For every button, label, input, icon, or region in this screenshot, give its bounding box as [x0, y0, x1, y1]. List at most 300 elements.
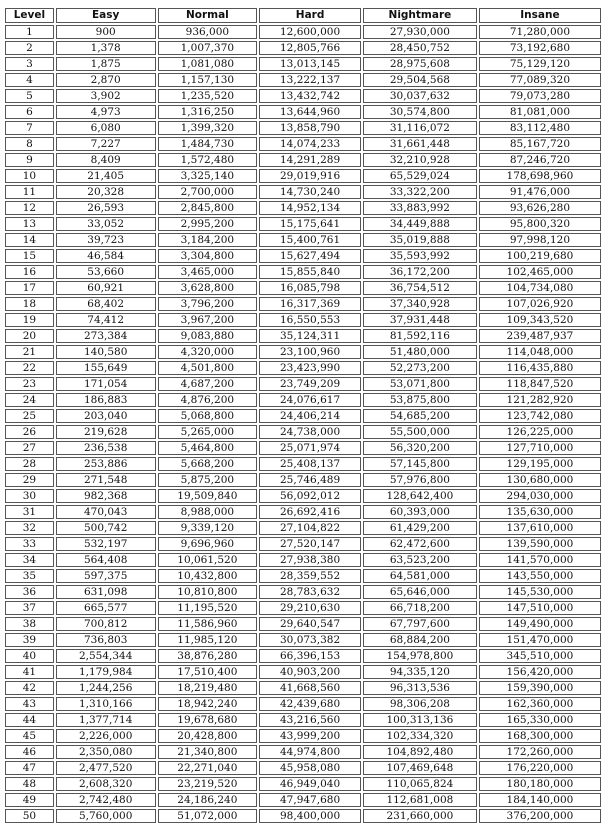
cell-easy: 564,408	[56, 553, 156, 567]
cell-hard: 45,958,080	[259, 761, 361, 775]
cell-level: 30	[5, 489, 54, 503]
cell-hard: 40,903,200	[259, 665, 361, 679]
cell-insane: 114,048,000	[479, 345, 601, 359]
cell-nightmare: 98,306,208	[363, 697, 477, 711]
cell-level: 3	[5, 57, 54, 71]
cell-easy: 1,875	[56, 57, 156, 71]
cell-nightmare: 64,581,000	[363, 569, 477, 583]
table-row	[5, 217, 601, 231]
cell-easy: 236,538	[56, 441, 156, 455]
cell-easy: 20,328	[56, 185, 156, 199]
cell-level: 18	[5, 297, 54, 311]
cell-hard: 44,974,800	[259, 745, 361, 759]
cell-easy: 5,760,000	[56, 809, 156, 823]
cell-insane: 168,300,000	[479, 729, 601, 743]
cell-normal: 3,304,800	[158, 249, 258, 263]
table-row	[5, 457, 601, 471]
table-row	[5, 521, 601, 535]
cell-easy: 2,554,344	[56, 649, 156, 663]
table-row	[5, 105, 601, 119]
table-row	[5, 73, 601, 87]
cell-insane: 83,112,480	[479, 121, 601, 135]
cell-easy: 1,378	[56, 41, 156, 55]
cell-easy: 26,593	[56, 201, 156, 215]
cell-nightmare: 100,313,136	[363, 713, 477, 727]
cell-level: 40	[5, 649, 54, 663]
cell-normal: 3,967,200	[158, 313, 258, 327]
cell-easy: 1,377,714	[56, 713, 156, 727]
cell-normal: 1,484,730	[158, 137, 258, 151]
cell-hard: 25,746,489	[259, 473, 361, 487]
cell-nightmare: 28,450,752	[363, 41, 477, 55]
cell-insane: 126,225,000	[479, 425, 601, 439]
header-normal: Normal	[158, 8, 258, 23]
cell-easy: 665,577	[56, 601, 156, 615]
cell-level: 47	[5, 761, 54, 775]
cell-easy: 700,812	[56, 617, 156, 631]
table-row	[5, 761, 601, 775]
cell-hard: 27,938,380	[259, 553, 361, 567]
cell-insane: 165,330,000	[479, 713, 601, 727]
cell-hard: 66,396,153	[259, 649, 361, 663]
cell-normal: 10,061,520	[158, 553, 258, 567]
cell-insane: 118,847,520	[479, 377, 601, 391]
cell-normal: 10,810,800	[158, 585, 258, 599]
cell-level: 19	[5, 313, 54, 327]
header-level: Level	[5, 8, 54, 23]
cell-hard: 29,210,630	[259, 601, 361, 615]
cell-nightmare: 65,646,000	[363, 585, 477, 599]
header-insane: Insane	[479, 8, 601, 23]
cell-nightmare: 54,685,200	[363, 409, 477, 423]
cell-easy: 6,080	[56, 121, 156, 135]
cell-hard: 14,952,134	[259, 201, 361, 215]
cell-hard: 27,104,822	[259, 521, 361, 535]
cell-normal: 23,219,520	[158, 777, 258, 791]
table-row	[5, 505, 601, 519]
cell-hard: 27,520,147	[259, 537, 361, 551]
cell-normal: 4,320,000	[158, 345, 258, 359]
cell-easy: 1,244,256	[56, 681, 156, 695]
cell-hard: 47,947,680	[259, 793, 361, 807]
table-row	[5, 169, 601, 183]
cell-normal: 936,000	[158, 25, 258, 39]
cell-nightmare: 231,660,000	[363, 809, 477, 823]
cell-easy: 74,412	[56, 313, 156, 327]
cell-hard: 14,291,289	[259, 153, 361, 167]
cell-nightmare: 104,892,480	[363, 745, 477, 759]
cell-hard: 12,600,000	[259, 25, 361, 39]
cell-normal: 1,572,480	[158, 153, 258, 167]
cell-nightmare: 61,429,200	[363, 521, 477, 535]
cell-normal: 1,157,130	[158, 73, 258, 87]
cell-normal: 5,265,000	[158, 425, 258, 439]
cell-level: 23	[5, 377, 54, 391]
table-body	[5, 25, 601, 823]
cell-normal: 5,668,200	[158, 457, 258, 471]
cell-insane: 345,510,000	[479, 649, 601, 663]
cell-normal: 38,876,280	[158, 649, 258, 663]
table-row	[5, 329, 601, 343]
table-row	[5, 665, 601, 679]
header-nightmare: Nightmare	[363, 8, 477, 23]
cell-insane: 184,140,000	[479, 793, 601, 807]
cell-hard: 29,640,547	[259, 617, 361, 631]
cell-level: 45	[5, 729, 54, 743]
cell-insane: 139,590,000	[479, 537, 601, 551]
cell-insane: 95,800,320	[479, 217, 601, 231]
cell-hard: 14,074,233	[259, 137, 361, 151]
table-row	[5, 441, 601, 455]
cell-hard: 26,692,416	[259, 505, 361, 519]
cell-easy: 171,054	[56, 377, 156, 391]
cell-hard: 15,627,494	[259, 249, 361, 263]
cell-nightmare: 68,884,200	[363, 633, 477, 647]
cell-easy: 1,310,166	[56, 697, 156, 711]
cell-insane: 93,626,280	[479, 201, 601, 215]
cell-nightmare: 36,754,512	[363, 281, 477, 295]
cell-level: 7	[5, 121, 54, 135]
table-row	[5, 377, 601, 391]
cell-level: 24	[5, 393, 54, 407]
table-row	[5, 489, 601, 503]
cell-insane: 121,282,920	[479, 393, 601, 407]
cell-level: 41	[5, 665, 54, 679]
cell-hard: 23,423,990	[259, 361, 361, 375]
cell-normal: 4,876,200	[158, 393, 258, 407]
cell-easy: 273,384	[56, 329, 156, 343]
cell-insane: 178,698,960	[479, 169, 601, 183]
cell-nightmare: 63,523,200	[363, 553, 477, 567]
cell-normal: 1,007,370	[158, 41, 258, 55]
table-row	[5, 281, 601, 295]
table-row	[5, 409, 601, 423]
cell-hard: 12,805,766	[259, 41, 361, 55]
cell-hard: 16,550,553	[259, 313, 361, 327]
cell-insane: 162,360,000	[479, 697, 601, 711]
cell-hard: 43,216,560	[259, 713, 361, 727]
cell-normal: 22,271,040	[158, 761, 258, 775]
cell-hard: 41,668,560	[259, 681, 361, 695]
cell-easy: 39,723	[56, 233, 156, 247]
cell-hard: 25,071,974	[259, 441, 361, 455]
cell-normal: 8,988,000	[158, 505, 258, 519]
table-row	[5, 537, 601, 551]
cell-insane: 109,343,520	[479, 313, 601, 327]
cell-insane: 239,487,937	[479, 329, 601, 343]
cell-level: 14	[5, 233, 54, 247]
cell-level: 15	[5, 249, 54, 263]
cell-nightmare: 110,065,824	[363, 777, 477, 791]
cell-hard: 56,092,012	[259, 489, 361, 503]
cell-nightmare: 55,500,000	[363, 425, 477, 439]
cell-easy: 500,742	[56, 521, 156, 535]
cell-easy: 2,226,000	[56, 729, 156, 743]
cell-easy: 2,742,480	[56, 793, 156, 807]
cell-hard: 16,085,798	[259, 281, 361, 295]
cell-level: 2	[5, 41, 54, 55]
cell-easy: 203,040	[56, 409, 156, 423]
table-container	[3, 6, 603, 825]
table-row	[5, 41, 601, 55]
experience-table	[3, 6, 603, 825]
header-hard: Hard	[259, 8, 361, 23]
cell-hard: 98,400,000	[259, 809, 361, 823]
cell-hard: 23,100,960	[259, 345, 361, 359]
cell-insane: 172,260,000	[479, 745, 601, 759]
cell-nightmare: 33,883,992	[363, 201, 477, 215]
cell-normal: 10,432,800	[158, 569, 258, 583]
cell-insane: 79,073,280	[479, 89, 601, 103]
cell-normal: 18,219,480	[158, 681, 258, 695]
cell-hard: 23,749,209	[259, 377, 361, 391]
cell-level: 8	[5, 137, 54, 151]
cell-easy: 900	[56, 25, 156, 39]
cell-level: 34	[5, 553, 54, 567]
cell-level: 42	[5, 681, 54, 695]
cell-nightmare: 51,480,000	[363, 345, 477, 359]
cell-hard: 35,124,311	[259, 329, 361, 343]
cell-insane: 107,026,920	[479, 297, 601, 311]
cell-insane: 104,734,080	[479, 281, 601, 295]
cell-level: 35	[5, 569, 54, 583]
cell-easy: 631,098	[56, 585, 156, 599]
cell-insane: 137,610,000	[479, 521, 601, 535]
table-row	[5, 633, 601, 647]
table-row	[5, 617, 601, 631]
cell-easy: 7,227	[56, 137, 156, 151]
cell-level: 46	[5, 745, 54, 759]
cell-easy: 3,902	[56, 89, 156, 103]
cell-hard: 43,999,200	[259, 729, 361, 743]
cell-hard: 28,783,632	[259, 585, 361, 599]
cell-normal: 3,184,200	[158, 233, 258, 247]
cell-insane: 73,192,680	[479, 41, 601, 55]
cell-normal: 2,995,200	[158, 217, 258, 231]
cell-insane: 127,710,000	[479, 441, 601, 455]
cell-nightmare: 57,976,800	[363, 473, 477, 487]
cell-normal: 3,465,000	[158, 265, 258, 279]
cell-insane: 75,129,120	[479, 57, 601, 71]
cell-nightmare: 28,975,608	[363, 57, 477, 71]
cell-normal: 1,235,520	[158, 89, 258, 103]
cell-level: 17	[5, 281, 54, 295]
cell-easy: 140,580	[56, 345, 156, 359]
cell-nightmare: 57,145,800	[363, 457, 477, 471]
cell-easy: 2,870	[56, 73, 156, 87]
cell-normal: 2,845,800	[158, 201, 258, 215]
cell-insane: 176,220,000	[479, 761, 601, 775]
cell-insane: 135,630,000	[479, 505, 601, 519]
cell-level: 36	[5, 585, 54, 599]
cell-easy: 597,375	[56, 569, 156, 583]
cell-level: 13	[5, 217, 54, 231]
cell-hard: 24,738,000	[259, 425, 361, 439]
cell-nightmare: 35,019,888	[363, 233, 477, 247]
cell-easy: 2,608,320	[56, 777, 156, 791]
cell-easy: 186,883	[56, 393, 156, 407]
cell-insane: 100,219,680	[479, 249, 601, 263]
cell-easy: 4,973	[56, 105, 156, 119]
table-row	[5, 585, 601, 599]
cell-normal: 18,942,240	[158, 697, 258, 711]
table-row	[5, 361, 601, 375]
cell-nightmare: 30,037,632	[363, 89, 477, 103]
cell-nightmare: 52,273,200	[363, 361, 477, 375]
cell-insane: 85,167,720	[479, 137, 601, 151]
cell-easy: 68,402	[56, 297, 156, 311]
cell-normal: 9,696,960	[158, 537, 258, 551]
cell-easy: 470,043	[56, 505, 156, 519]
cell-hard: 30,073,382	[259, 633, 361, 647]
cell-insane: 87,246,720	[479, 153, 601, 167]
cell-normal: 11,985,120	[158, 633, 258, 647]
cell-level: 26	[5, 425, 54, 439]
cell-nightmare: 112,681,008	[363, 793, 477, 807]
cell-nightmare: 30,574,800	[363, 105, 477, 119]
cell-easy: 736,803	[56, 633, 156, 647]
cell-level: 37	[5, 601, 54, 615]
cell-insane: 130,680,000	[479, 473, 601, 487]
table-row	[5, 649, 601, 663]
cell-insane: 129,195,000	[479, 457, 601, 471]
cell-hard: 16,317,369	[259, 297, 361, 311]
table-row	[5, 713, 601, 727]
cell-insane: 97,998,120	[479, 233, 601, 247]
cell-insane: 141,570,000	[479, 553, 601, 567]
table-row	[5, 729, 601, 743]
table-row	[5, 697, 601, 711]
cell-level: 39	[5, 633, 54, 647]
cell-nightmare: 60,393,000	[363, 505, 477, 519]
cell-level: 21	[5, 345, 54, 359]
cell-insane: 102,465,000	[479, 265, 601, 279]
cell-hard: 15,400,761	[259, 233, 361, 247]
cell-nightmare: 29,504,568	[363, 73, 477, 87]
cell-nightmare: 37,340,928	[363, 297, 477, 311]
cell-easy: 253,886	[56, 457, 156, 471]
cell-normal: 21,340,800	[158, 745, 258, 759]
cell-nightmare: 81,592,116	[363, 329, 477, 343]
table-row	[5, 89, 601, 103]
cell-insane: 116,435,880	[479, 361, 601, 375]
cell-hard: 13,013,145	[259, 57, 361, 71]
cell-nightmare: 102,334,320	[363, 729, 477, 743]
table-row	[5, 809, 601, 823]
cell-hard: 15,175,641	[259, 217, 361, 231]
header-easy: Easy	[56, 8, 156, 23]
table-row	[5, 201, 601, 215]
cell-insane: 145,530,000	[479, 585, 601, 599]
cell-level: 16	[5, 265, 54, 279]
cell-hard: 29,019,916	[259, 169, 361, 183]
cell-nightmare: 128,642,400	[363, 489, 477, 503]
cell-level: 48	[5, 777, 54, 791]
table-row	[5, 25, 601, 39]
cell-normal: 5,464,800	[158, 441, 258, 455]
cell-hard: 13,858,790	[259, 121, 361, 135]
cell-level: 10	[5, 169, 54, 183]
cell-hard: 24,076,617	[259, 393, 361, 407]
table-row	[5, 121, 601, 135]
cell-hard: 13,432,742	[259, 89, 361, 103]
cell-insane: 159,390,000	[479, 681, 601, 695]
cell-nightmare: 65,529,024	[363, 169, 477, 183]
cell-insane: 77,089,320	[479, 73, 601, 87]
cell-level: 6	[5, 105, 54, 119]
cell-level: 4	[5, 73, 54, 87]
table-row	[5, 313, 601, 327]
cell-insane: 91,476,000	[479, 185, 601, 199]
cell-easy: 46,584	[56, 249, 156, 263]
cell-easy: 2,477,520	[56, 761, 156, 775]
cell-insane: 143,550,000	[479, 569, 601, 583]
table-row	[5, 57, 601, 71]
cell-normal: 51,072,000	[158, 809, 258, 823]
table-row	[5, 777, 601, 791]
cell-easy: 155,649	[56, 361, 156, 375]
table-row	[5, 793, 601, 807]
cell-level: 31	[5, 505, 54, 519]
cell-normal: 3,796,200	[158, 297, 258, 311]
table-row	[5, 233, 601, 247]
cell-insane: 149,490,000	[479, 617, 601, 631]
cell-hard: 14,730,240	[259, 185, 361, 199]
cell-normal: 2,700,000	[158, 185, 258, 199]
cell-normal: 17,510,400	[158, 665, 258, 679]
cell-nightmare: 37,931,448	[363, 313, 477, 327]
cell-normal: 9,083,880	[158, 329, 258, 343]
cell-level: 1	[5, 25, 54, 39]
cell-nightmare: 66,718,200	[363, 601, 477, 615]
cell-nightmare: 35,593,992	[363, 249, 477, 263]
cell-hard: 13,644,960	[259, 105, 361, 119]
cell-nightmare: 33,322,200	[363, 185, 477, 199]
cell-hard: 28,359,552	[259, 569, 361, 583]
cell-easy: 60,921	[56, 281, 156, 295]
cell-level: 49	[5, 793, 54, 807]
cell-nightmare: 27,930,000	[363, 25, 477, 39]
cell-hard: 25,408,137	[259, 457, 361, 471]
cell-nightmare: 56,320,200	[363, 441, 477, 455]
table-row	[5, 553, 601, 567]
cell-insane: 147,510,000	[479, 601, 601, 615]
table-row	[5, 745, 601, 759]
cell-easy: 219,628	[56, 425, 156, 439]
table-row	[5, 393, 601, 407]
cell-level: 11	[5, 185, 54, 199]
cell-normal: 19,678,680	[158, 713, 258, 727]
cell-nightmare: 36,172,200	[363, 265, 477, 279]
cell-insane: 376,200,000	[479, 809, 601, 823]
table-row	[5, 425, 601, 439]
table-row	[5, 249, 601, 263]
cell-level: 9	[5, 153, 54, 167]
cell-normal: 4,501,800	[158, 361, 258, 375]
table-row	[5, 265, 601, 279]
cell-level: 44	[5, 713, 54, 727]
cell-insane: 156,420,000	[479, 665, 601, 679]
cell-nightmare: 94,335,120	[363, 665, 477, 679]
cell-level: 5	[5, 89, 54, 103]
cell-normal: 5,875,200	[158, 473, 258, 487]
header-row	[5, 8, 601, 23]
cell-level: 25	[5, 409, 54, 423]
cell-normal: 1,399,320	[158, 121, 258, 135]
cell-nightmare: 53,875,800	[363, 393, 477, 407]
cell-normal: 11,586,960	[158, 617, 258, 631]
cell-nightmare: 96,313,536	[363, 681, 477, 695]
